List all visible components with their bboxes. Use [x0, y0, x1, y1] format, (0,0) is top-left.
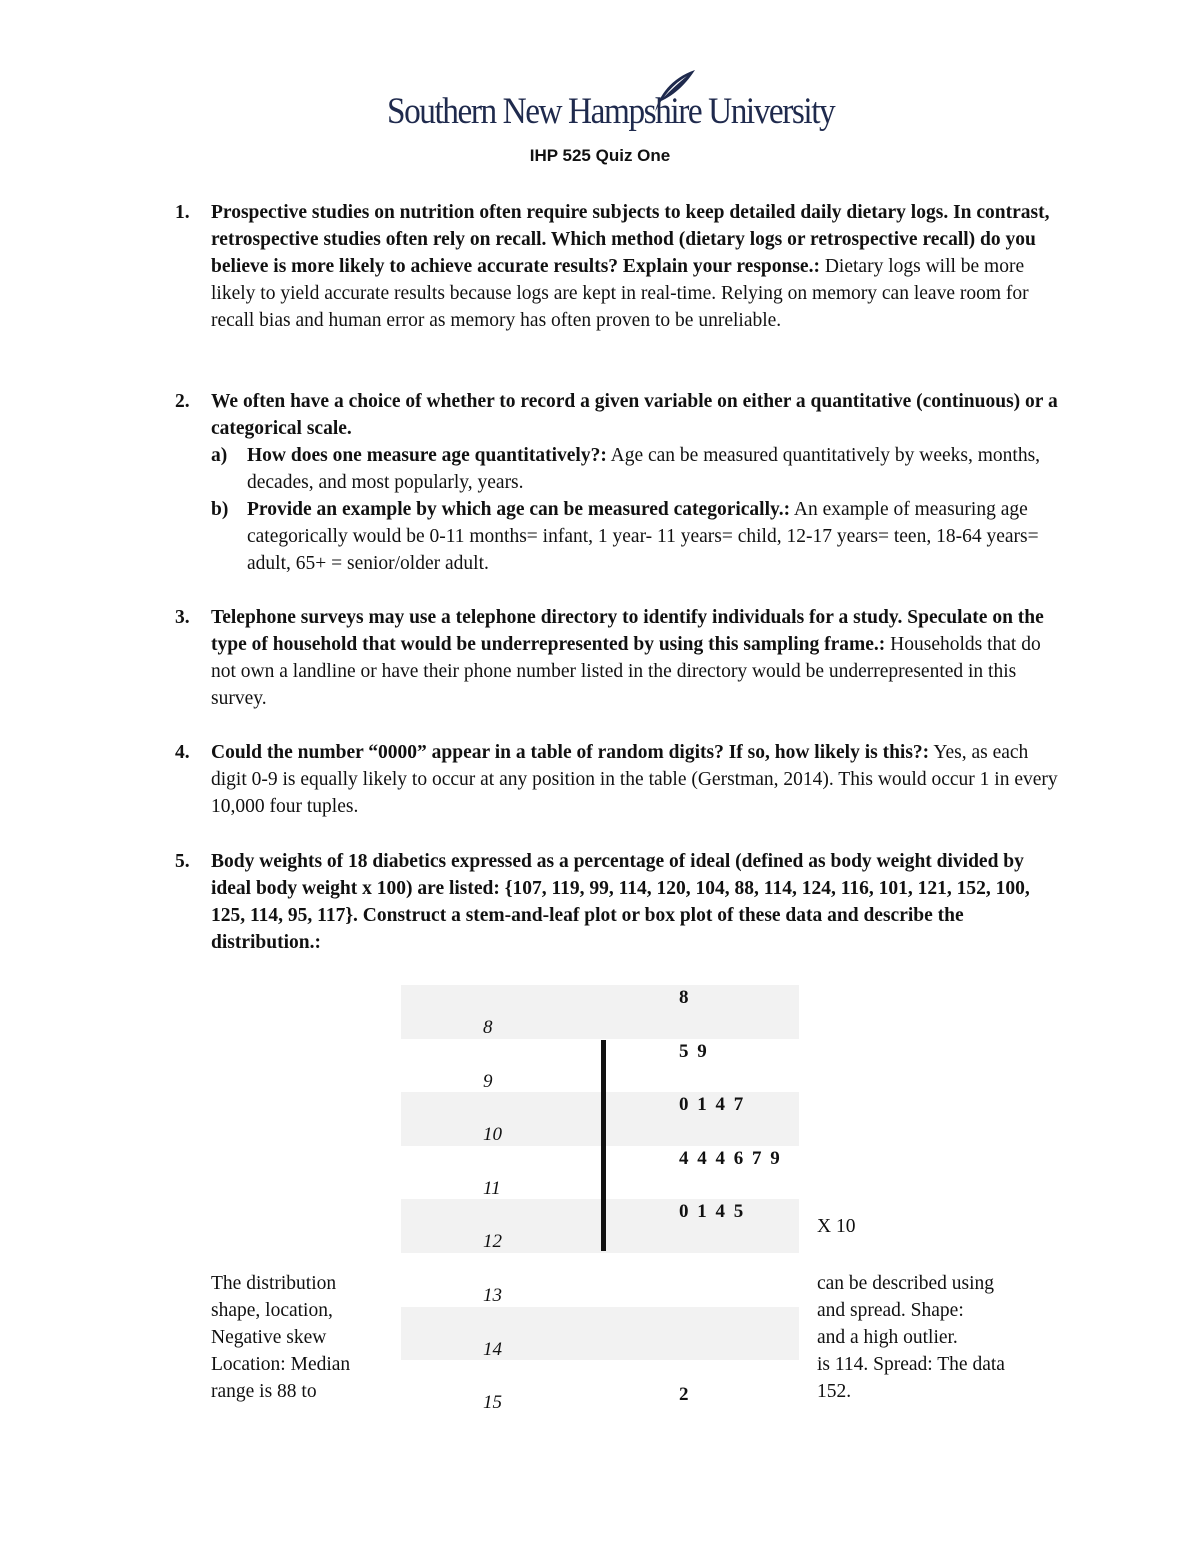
university-logo — [385, 68, 835, 138]
university-name: Southern New Hampshire University — [387, 91, 835, 132]
stem-value: 12 — [483, 1231, 502, 1253]
stem-value: 10 — [483, 1124, 502, 1146]
sub-question-prompt: Provide an example by which age can be measured categorically.: — [247, 499, 791, 520]
description-right — [817, 1270, 1077, 1405]
sub-question-answer: Age can be measured quantitatively by weeks, months, decades, and most popularly, years. — [247, 445, 1041, 493]
description-line: can be described using — [817, 1273, 995, 1294]
question-prompt: Body weights of 18 diabetics expressed as a percentage of ideal (defined as body weight divided by ideal body weight x 100) are listed: {107, 119, 99, 114, 120, 104, 88, 114, 124, 116, 101, 121, 152, 100, 125, 114, 95, 117}. Construct a stem-and-leaf plot or box plot of these data and describe the distribution.: — [211, 851, 1030, 953]
stem-leaf-row — [401, 1039, 799, 1093]
question-answer: Dietary logs will be more likely to yield accurate results because logs are kept in real-time. Relying on memory can leave room for recall bias and human error as memory has often proven to be unreliable. — [211, 256, 1029, 331]
leaf-values: 8 — [679, 987, 691, 1008]
description-line: and spread. Shape: — [817, 1300, 964, 1321]
sub-question-prompt: How does one measure age quantitatively?: — [247, 445, 607, 466]
stem-leaf-divider — [601, 1040, 606, 1251]
stem-value: 8 — [483, 1017, 493, 1038]
sub-question-b — [211, 496, 1063, 577]
question-prompt: Could the number “0000” appear in a table of random digits? If so, how likely is this?: — [211, 742, 930, 763]
stem-leaf-row — [401, 1307, 799, 1361]
description-line: is 114. Spread: The data — [817, 1354, 1005, 1375]
stem-leaf-row — [401, 1360, 799, 1414]
question-number: 1. — [175, 202, 190, 223]
question-answer: Yes, as each digit 0-9 is equally likely to occur at any position in the table (Gerstman, 2014). This would occur 1 in every 10,000 four tuples. — [211, 742, 1058, 817]
leaf-values: 0 1 4 5 — [679, 1201, 746, 1223]
page-title: IHP 525 Quiz One — [529, 146, 671, 165]
stem-value: 13 — [483, 1284, 502, 1306]
stem-value: 14 — [483, 1338, 502, 1360]
stem-leaf-row — [401, 1146, 799, 1200]
leaf-values: 4 4 4 6 7 9 — [679, 1147, 782, 1169]
leaf-values: 5 9 — [679, 1040, 709, 1062]
question-number: 3. — [175, 607, 190, 628]
stem-leaf-row — [401, 1092, 799, 1146]
leaf-values: 2 — [679, 1384, 691, 1406]
description-line: range is 88 to — [211, 1381, 317, 1402]
description-line: Negative skew — [211, 1327, 327, 1348]
question-number: 2. — [175, 391, 190, 412]
question-answer: Households that do not own a landline or have their phone number listed in the directory would be underrepresented in this survey. — [211, 634, 1041, 709]
sub-question-answer: An example of measuring age categorically would be 0-11 months= infant, 1 year- 11 years= child, 12-17 years= teen, 18-64 years= adult, 65+ = senior/older adult. — [247, 499, 1039, 574]
description-line: Location: Median — [211, 1354, 351, 1375]
stem-leaf-plot — [401, 985, 799, 1414]
sub-question-a — [211, 442, 1063, 496]
description-line: 152. — [817, 1381, 852, 1402]
sub-question-label: b) — [211, 499, 229, 520]
leaf-values: 0 1 4 7 — [679, 1094, 746, 1116]
question-prompt: Prospective studies on nutrition often require subjects to keep detailed daily dietary logs. In contrast, retrospective studies often rely on recall. Which method (dietary logs or retrospective recall) do you believe is more likely to achieve accurate results? Explain your response.: — [211, 202, 1050, 277]
stem-value: 11 — [483, 1177, 501, 1199]
question-number: 4. — [175, 742, 190, 763]
stem-leaf-row — [401, 985, 799, 1039]
question-prompt: Telephone surveys may use a telephone directory to identify individuals for a study. Speculate on the type of household that would be underrepresented by using this sampling frame.: — [211, 607, 1044, 655]
description-left — [211, 1270, 391, 1405]
stem-leaf-row — [401, 1253, 799, 1307]
stem-leaf-row — [401, 1199, 799, 1253]
stem-value: 9 — [483, 1070, 493, 1092]
stem-value: 15 — [483, 1392, 502, 1414]
description-line: and a high outlier. — [817, 1327, 958, 1348]
description-line: The distribution — [211, 1273, 337, 1294]
question-number: 5. — [175, 851, 190, 872]
multiplier-label: X 10 — [817, 1216, 856, 1237]
description-line: shape, location, — [211, 1300, 333, 1321]
sub-question-label: a) — [211, 445, 228, 466]
question-prompt: We often have a choice of whether to record a given variable on either a quantitative (continuous) or a categorical scale. — [211, 391, 1058, 439]
